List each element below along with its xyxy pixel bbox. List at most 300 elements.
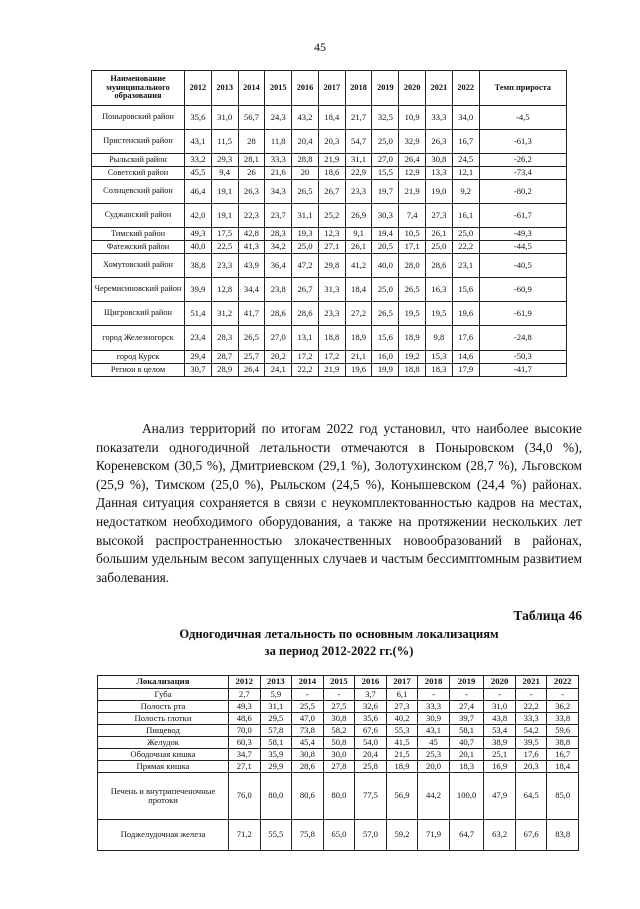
value-cell: 43,1	[185, 130, 212, 154]
row-label-cell: Полость глотки	[98, 713, 229, 725]
value-cell: 33,3	[418, 701, 450, 713]
value-cell: 19,1	[211, 180, 238, 204]
value-cell: 15,6	[452, 278, 479, 302]
value-cell: 38,9	[484, 737, 516, 749]
value-cell: -73,4	[479, 167, 566, 180]
value-cell: 40,7	[449, 737, 484, 749]
row-label-cell: Желудок	[98, 737, 229, 749]
table-row	[92, 241, 567, 254]
value-cell: 18,4	[345, 278, 372, 302]
value-cell: 31,0	[211, 106, 238, 130]
value-cell: 25,0	[426, 241, 453, 254]
value-cell: 71,2	[229, 820, 261, 851]
value-cell: 27,4	[449, 701, 484, 713]
value-cell: 67,6	[515, 820, 547, 851]
value-cell: 80,6	[292, 773, 324, 820]
value-cell: -50,3	[479, 351, 566, 364]
value-cell: 16,0	[372, 351, 399, 364]
row-label-cell: город Курск	[92, 351, 185, 364]
value-cell: 35,9	[260, 749, 292, 761]
column-header: Локализация	[98, 676, 229, 689]
value-cell: 39,9	[185, 278, 212, 302]
value-cell: 47,2	[292, 254, 319, 278]
column-header: 2019	[372, 71, 399, 106]
value-cell: 25,0	[292, 241, 319, 254]
table-row	[92, 106, 567, 130]
value-cell: 42,0	[185, 204, 212, 228]
value-cell: 16,7	[547, 749, 579, 761]
table-header-row	[98, 676, 579, 689]
value-cell: 53,4	[484, 725, 516, 737]
value-cell: -61,9	[479, 302, 566, 326]
value-cell: 25,1	[484, 749, 516, 761]
value-cell: 22,5	[211, 241, 238, 254]
value-cell: 3,7	[355, 689, 387, 701]
value-cell: 22,9	[345, 167, 372, 180]
value-cell: 85,0	[547, 773, 579, 820]
table-row	[92, 302, 567, 326]
value-cell: 59,6	[547, 725, 579, 737]
value-cell: 10,9	[399, 106, 426, 130]
row-label-cell: Фатежский район	[92, 241, 185, 254]
value-cell: 40,2	[386, 713, 418, 725]
table-row	[92, 278, 567, 302]
value-cell: 64,7	[449, 820, 484, 851]
value-cell: 26,9	[345, 204, 372, 228]
value-cell: 36,4	[265, 254, 292, 278]
value-cell: -	[547, 689, 579, 701]
value-cell: 15,3	[426, 351, 453, 364]
analysis-paragraph: Анализ территорий по итогам 2022 год установил, что наиболее высокие показатели одногодичной летальности отмечаются в Поныровском (34,0 %), Кореневском (30,5 %), Дмитриевском (29,1 %), Золотухинском (28,7 %), Льговском (25,9 %), Тимском (25,0 %), Рыльском (24,5 %), Конышевском (24,4 %) районах. Данная ситуация сохраняется в связи с неукомплектованностью кадров на местах, недостатком необходимого оборудования, а также на протяжении нескольких лет высокой распространенностью злокачественных новообразований в районах, большим удельным весом запущенных случаев и частым бессимптомным развитием заболевания.	[96, 421, 582, 585]
row-label-cell: Губа	[98, 689, 229, 701]
value-cell: 9,4	[211, 167, 238, 180]
value-cell: 26,4	[399, 154, 426, 167]
value-cell: 42,8	[238, 228, 265, 241]
column-header: 2017	[386, 676, 418, 689]
value-cell: 27,5	[323, 701, 355, 713]
value-cell: 28,6	[426, 254, 453, 278]
value-cell: 100,0	[449, 773, 484, 820]
row-label-cell: Поныровский район	[92, 106, 185, 130]
value-cell: 25,3	[418, 749, 450, 761]
value-cell: 77,5	[355, 773, 387, 820]
value-cell: 65,0	[323, 820, 355, 851]
value-cell: 55,5	[260, 820, 292, 851]
value-cell: 14,6	[452, 351, 479, 364]
value-cell: -80,2	[479, 180, 566, 204]
value-cell: 47,9	[484, 773, 516, 820]
value-cell: 19,3	[292, 228, 319, 241]
value-cell: 18,6	[318, 167, 345, 180]
value-cell: 19,6	[452, 302, 479, 326]
value-cell: 41,7	[238, 302, 265, 326]
value-cell: 56,7	[238, 106, 265, 130]
value-cell: 19,5	[426, 302, 453, 326]
table-row	[92, 180, 567, 204]
value-cell: 9,2	[452, 180, 479, 204]
value-cell: 5,9	[260, 689, 292, 701]
value-cell: 30,3	[372, 204, 399, 228]
value-cell: 28,8	[292, 154, 319, 167]
value-cell: 40,0	[372, 254, 399, 278]
value-cell: 9,1	[345, 228, 372, 241]
value-cell: 46,4	[185, 180, 212, 204]
value-cell: 20,0	[418, 761, 450, 773]
value-cell: 28,1	[238, 154, 265, 167]
value-cell: 34,2	[265, 241, 292, 254]
value-cell: 25,7	[238, 351, 265, 364]
value-cell: 24,5	[452, 154, 479, 167]
row-label-cell: Ободочная кишка	[98, 749, 229, 761]
value-cell: 33,8	[547, 713, 579, 725]
row-label-cell: Черемисиновский район	[92, 278, 185, 302]
table-row	[92, 254, 567, 278]
value-cell: 25,0	[372, 278, 399, 302]
value-cell: 22,3	[238, 204, 265, 228]
value-cell: 35,6	[355, 713, 387, 725]
value-cell: 20,1	[449, 749, 484, 761]
value-cell: 21,9	[318, 364, 345, 377]
value-cell: 26,1	[426, 228, 453, 241]
column-header: 2022	[452, 71, 479, 106]
value-cell: 60,3	[229, 737, 261, 749]
value-cell: 38,8	[185, 254, 212, 278]
value-cell: 11,8	[265, 130, 292, 154]
value-cell: 11,5	[211, 130, 238, 154]
value-cell: 44,2	[418, 773, 450, 820]
row-label-cell: Прямая кишка	[98, 761, 229, 773]
table-row	[92, 228, 567, 241]
value-cell: 30,8	[323, 713, 355, 725]
value-cell: 28,3	[211, 326, 238, 351]
row-label-cell: Пристенский район	[92, 130, 185, 154]
table-row	[92, 326, 567, 351]
value-cell: 73,8	[292, 725, 324, 737]
value-cell: 26,3	[426, 130, 453, 154]
value-cell: 29,5	[260, 713, 292, 725]
value-cell: 17,2	[318, 351, 345, 364]
value-cell: -26,2	[479, 154, 566, 167]
table-row	[98, 689, 579, 701]
value-cell: 20,2	[265, 351, 292, 364]
column-header: Наименование муниципального образования	[92, 71, 185, 106]
value-cell: 25,8	[355, 761, 387, 773]
value-cell: 35,6	[185, 106, 212, 130]
value-cell: 26,5	[292, 180, 319, 204]
value-cell: 18,3	[426, 364, 453, 377]
value-cell: 25,0	[372, 130, 399, 154]
value-cell: -	[418, 689, 450, 701]
value-cell: 59,2	[386, 820, 418, 851]
table-title-line-2: за период 2012-2022 гг.(%)	[264, 644, 414, 658]
value-cell: 31,1	[345, 154, 372, 167]
value-cell: 24,3	[265, 106, 292, 130]
value-cell: 17,2	[292, 351, 319, 364]
value-cell: 20,3	[318, 130, 345, 154]
value-cell: 54,7	[345, 130, 372, 154]
value-cell: 26	[238, 167, 265, 180]
value-cell: 29,3	[211, 154, 238, 167]
value-cell: 23,3	[345, 180, 372, 204]
value-cell: 27,1	[229, 761, 261, 773]
value-cell: 55,3	[386, 725, 418, 737]
value-cell: 18,4	[318, 106, 345, 130]
value-cell: -	[449, 689, 484, 701]
value-cell: 26,4	[238, 364, 265, 377]
row-label-cell: Щигровский район	[92, 302, 185, 326]
value-cell: 28,6	[292, 761, 324, 773]
table-row	[92, 204, 567, 228]
column-header: 2012	[185, 71, 212, 106]
value-cell: 58,1	[260, 737, 292, 749]
row-label-cell: Суджанский район	[92, 204, 185, 228]
table-row	[98, 737, 579, 749]
value-cell: 21,7	[345, 106, 372, 130]
value-cell: 58,1	[449, 725, 484, 737]
value-cell: 18,9	[399, 326, 426, 351]
value-cell: 63,2	[484, 820, 516, 851]
value-cell: 30,8	[292, 749, 324, 761]
column-header: 2012	[229, 676, 261, 689]
value-cell: -	[292, 689, 324, 701]
value-cell: 27,0	[372, 154, 399, 167]
value-cell: 28,6	[265, 302, 292, 326]
value-cell: 15,5	[372, 167, 399, 180]
value-cell: 26,3	[238, 180, 265, 204]
value-cell: 31,1	[260, 701, 292, 713]
column-header: 2020	[484, 676, 516, 689]
value-cell: 17,5	[211, 228, 238, 241]
value-cell: 17,9	[452, 364, 479, 377]
value-cell: 26,7	[318, 180, 345, 204]
value-cell: 41,3	[238, 241, 265, 254]
value-cell: 32,9	[399, 130, 426, 154]
value-cell: 16,3	[426, 278, 453, 302]
value-cell: 10,5	[399, 228, 426, 241]
table-row	[98, 820, 579, 851]
value-cell: 24,1	[265, 364, 292, 377]
value-cell: 33,3	[515, 713, 547, 725]
table-title-line-1: Одногодичная летальность по основным локализациям	[179, 627, 499, 641]
value-cell: 23,7	[265, 204, 292, 228]
value-cell: 57,0	[355, 820, 387, 851]
mortality-by-district-table	[91, 70, 567, 377]
value-cell: 27,2	[345, 302, 372, 326]
value-cell: 43,8	[484, 713, 516, 725]
value-cell: 23,8	[265, 278, 292, 302]
column-header: Темп прироста	[479, 71, 566, 106]
value-cell: 23,3	[318, 302, 345, 326]
value-cell: 28,3	[265, 228, 292, 241]
value-cell: 33,3	[265, 154, 292, 167]
value-cell: 19,5	[399, 302, 426, 326]
value-cell: 12,9	[399, 167, 426, 180]
value-cell: 9,8	[426, 326, 453, 351]
value-cell: -60,9	[479, 278, 566, 302]
column-header: 2014	[238, 71, 265, 106]
value-cell: 30,0	[323, 749, 355, 761]
column-header: 2018	[418, 676, 450, 689]
row-label-cell: Полость рта	[98, 701, 229, 713]
value-cell: 6,1	[386, 689, 418, 701]
value-cell: 54,2	[515, 725, 547, 737]
value-cell: 30,8	[426, 154, 453, 167]
value-cell: 80,0	[323, 773, 355, 820]
value-cell: 25,2	[318, 204, 345, 228]
value-cell: 16,7	[452, 130, 479, 154]
value-cell: 20,5	[372, 241, 399, 254]
value-cell: 57,8	[260, 725, 292, 737]
table-row	[92, 364, 567, 377]
column-header: 2013	[260, 676, 292, 689]
row-label-cell: Хомутовский район	[92, 254, 185, 278]
table-row	[98, 773, 579, 820]
value-cell: 67,6	[355, 725, 387, 737]
value-cell: -44,5	[479, 241, 566, 254]
value-cell: 19,6	[345, 364, 372, 377]
value-cell: 34,7	[229, 749, 261, 761]
value-cell: 58,2	[323, 725, 355, 737]
value-cell: 34,0	[452, 106, 479, 130]
value-cell: 26,7	[292, 278, 319, 302]
column-header: 2013	[211, 71, 238, 106]
value-cell: 31,0	[484, 701, 516, 713]
value-cell: 17,6	[452, 326, 479, 351]
value-cell: 54,0	[355, 737, 387, 749]
value-cell: 23,4	[185, 326, 212, 351]
column-header: 2020	[399, 71, 426, 106]
value-cell: 26,1	[345, 241, 372, 254]
value-cell: 45	[418, 737, 450, 749]
value-cell: 21,5	[386, 749, 418, 761]
value-cell: 36,2	[547, 701, 579, 713]
value-cell: 13,3	[426, 167, 453, 180]
column-header: 2016	[292, 71, 319, 106]
value-cell: 20	[292, 167, 319, 180]
value-cell: 18,8	[318, 326, 345, 351]
column-header: 2017	[318, 71, 345, 106]
value-cell: -40,5	[479, 254, 566, 278]
column-header: 2018	[345, 71, 372, 106]
value-cell: 26,5	[399, 278, 426, 302]
row-label-cell: Тимский район	[92, 228, 185, 241]
value-cell: -41,7	[479, 364, 566, 377]
value-cell: 43,2	[292, 106, 319, 130]
value-cell: 18,3	[449, 761, 484, 773]
table-row	[92, 167, 567, 180]
value-cell: 23,3	[211, 254, 238, 278]
value-cell: 83,8	[547, 820, 579, 851]
column-header: 2021	[515, 676, 547, 689]
value-cell: 25,5	[292, 701, 324, 713]
value-cell: 31,1	[292, 204, 319, 228]
value-cell: 25,0	[452, 228, 479, 241]
value-cell: 18,4	[547, 761, 579, 773]
value-cell: 38,8	[547, 737, 579, 749]
value-cell: 30,9	[418, 713, 450, 725]
value-cell: 21,9	[318, 154, 345, 167]
value-cell: 16,1	[452, 204, 479, 228]
value-cell: 18,9	[386, 761, 418, 773]
value-cell: 13,1	[292, 326, 319, 351]
table-header-row	[92, 71, 567, 106]
value-cell: 19,0	[426, 180, 453, 204]
column-header: 2015	[323, 676, 355, 689]
value-cell: -24,8	[479, 326, 566, 351]
value-cell: 17,6	[515, 749, 547, 761]
value-cell: 27,1	[318, 241, 345, 254]
row-label-cell: Печень и внутрипеченочные протоки	[98, 773, 229, 820]
column-header: 2021	[426, 71, 453, 106]
value-cell: 51,4	[185, 302, 212, 326]
column-header: 2015	[265, 71, 292, 106]
value-cell: 80,0	[260, 773, 292, 820]
row-label-cell: Советский район	[92, 167, 185, 180]
value-cell: 50,8	[323, 737, 355, 749]
value-cell: 19,2	[399, 351, 426, 364]
value-cell: 28	[238, 130, 265, 154]
value-cell: 22,2	[452, 241, 479, 254]
value-cell: 2,7	[229, 689, 261, 701]
value-cell: 56,9	[386, 773, 418, 820]
value-cell: 27,3	[386, 701, 418, 713]
row-label-cell: Пищевод	[98, 725, 229, 737]
value-cell: -61,3	[479, 130, 566, 154]
value-cell: 22,2	[515, 701, 547, 713]
value-cell: 27,0	[265, 326, 292, 351]
value-cell: 17,1	[399, 241, 426, 254]
value-cell: 31,2	[211, 302, 238, 326]
row-label-cell: Рыльский район	[92, 154, 185, 167]
value-cell: 20,3	[515, 761, 547, 773]
page-number: 45	[314, 40, 326, 54]
value-cell: 45,4	[292, 737, 324, 749]
value-cell: -49,3	[479, 228, 566, 241]
table-row	[98, 701, 579, 713]
value-cell: 39,5	[515, 737, 547, 749]
value-cell: 43,9	[238, 254, 265, 278]
value-cell: 75,8	[292, 820, 324, 851]
value-cell: 26,5	[238, 326, 265, 351]
table-row	[98, 749, 579, 761]
value-cell: 76,0	[229, 773, 261, 820]
table-row	[92, 154, 567, 167]
value-cell: 28,0	[399, 254, 426, 278]
value-cell: 19,1	[211, 204, 238, 228]
mortality-by-localization-table	[97, 675, 579, 851]
value-cell: 71,9	[418, 820, 450, 851]
value-cell: 18,8	[399, 364, 426, 377]
value-cell: 27,3	[426, 204, 453, 228]
value-cell: 41,5	[386, 737, 418, 749]
column-header: 2022	[547, 676, 579, 689]
column-header: 2019	[449, 676, 484, 689]
value-cell: -4,5	[479, 106, 566, 130]
value-cell: 12,1	[452, 167, 479, 180]
value-cell: 49,3	[229, 701, 261, 713]
value-cell: 34,3	[265, 180, 292, 204]
value-cell: -	[515, 689, 547, 701]
value-cell: 45,5	[185, 167, 212, 180]
value-cell: 21,1	[345, 351, 372, 364]
value-cell: 12,8	[211, 278, 238, 302]
table-label: Таблица 46	[513, 608, 582, 623]
value-cell: 20,4	[292, 130, 319, 154]
value-cell: -61,7	[479, 204, 566, 228]
value-cell: 7,4	[399, 204, 426, 228]
value-cell: 27,8	[323, 761, 355, 773]
row-label-cell: Поджелудочная железа	[98, 820, 229, 851]
